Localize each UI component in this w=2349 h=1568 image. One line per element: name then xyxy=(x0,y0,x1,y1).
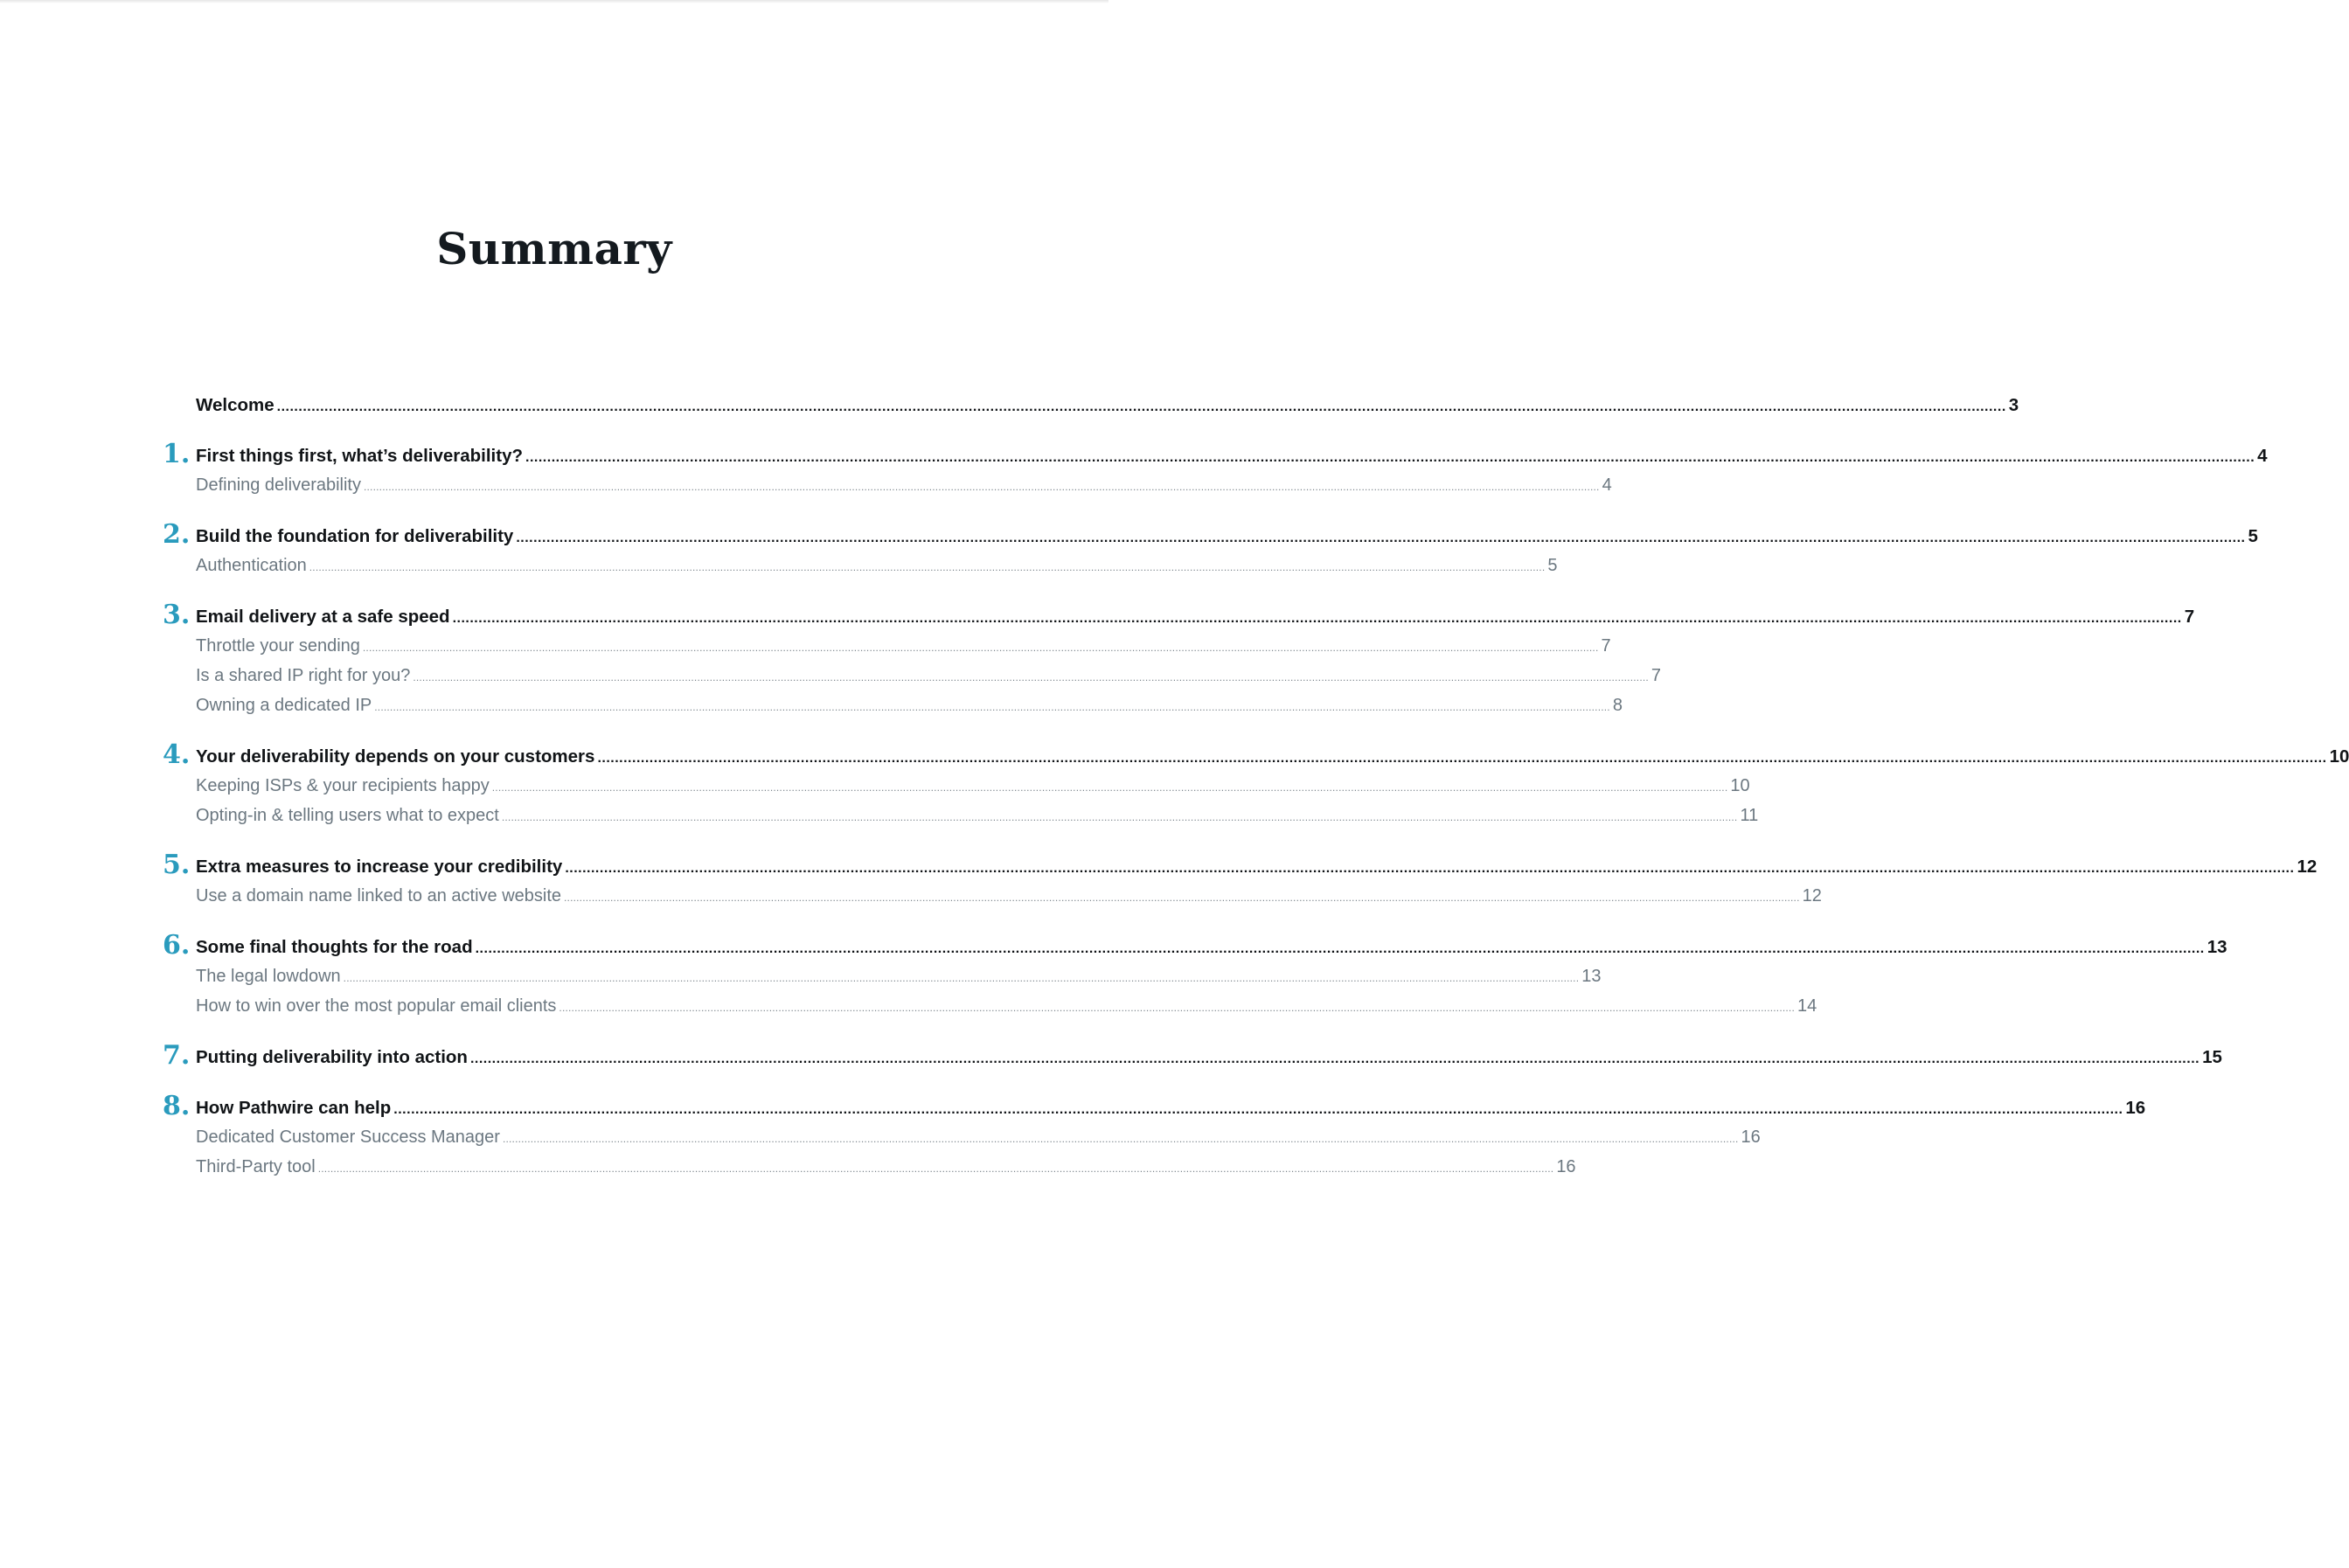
toc-subentry-label: Throttle your sending xyxy=(196,636,360,656)
dot-leader: ................................................................................................................................................................................................................................................................................................................................................................................................................ xyxy=(413,671,1649,683)
toc-subentry-page-number: 7 xyxy=(1601,636,1611,656)
dot-leader: ................................................................................................................................................................................................................................................................................................................................................................................................................ xyxy=(502,1133,1739,1145)
page-title: Summary xyxy=(436,223,672,274)
dot-leader: ................................................................................................................................................................................................................................................................................................................................................................................................................ xyxy=(491,781,1728,794)
toc-entry-label: Extra measures to increase your credibility xyxy=(196,857,563,877)
toc-entry-label: Build the foundation for deliverability xyxy=(196,526,514,546)
dot-leader: ................................................................................................................................................................................................................................................................................................................................................................................................................ xyxy=(475,941,2205,956)
section-number: 2. xyxy=(163,519,191,550)
toc-section xyxy=(163,439,2268,505)
toc-entry[interactable] xyxy=(163,930,2227,967)
toc-subentry[interactable] xyxy=(163,696,1623,725)
toc-subentry[interactable] xyxy=(163,556,1558,586)
toc-entry[interactable] xyxy=(163,395,2019,425)
toc-section xyxy=(163,739,2349,836)
dot-leader: ................................................................................................................................................................................................................................................................................................................................................................................................................ xyxy=(565,861,2295,876)
toc-entry-label: First things first, what’s deliverability? xyxy=(196,446,524,466)
toc-entry[interactable] xyxy=(163,1040,2222,1077)
section-number: 6. xyxy=(163,930,191,961)
section-number: 1. xyxy=(163,439,191,469)
toc-entry[interactable] xyxy=(163,439,2268,475)
section-number: 4. xyxy=(163,739,191,770)
toc-subentry[interactable] xyxy=(163,967,1602,996)
toc-entry-page-number: 12 xyxy=(2297,857,2318,877)
dot-leader: ................................................................................................................................................................................................................................................................................................................................................................................................................ xyxy=(276,399,2006,414)
toc-subentry-label: Third-Party tool xyxy=(196,1157,316,1176)
toc-entry-label: Welcome xyxy=(196,395,275,415)
dot-leader: ................................................................................................................................................................................................................................................................................................................................................................................................................ xyxy=(564,892,1800,904)
page-top-edge xyxy=(0,0,1108,3)
toc-section xyxy=(163,930,2227,1026)
dot-leader: ................................................................................................................................................................................................................................................................................................................................................................................................................ xyxy=(363,481,1600,493)
dot-leader: ................................................................................................................................................................................................................................................................................................................................................................................................................ xyxy=(452,611,2182,626)
toc-subentry-page-number: 16 xyxy=(1556,1157,1576,1176)
toc-entry-page-number: 7 xyxy=(2184,607,2195,627)
toc-subentry-label: Is a shared IP right for you? xyxy=(196,666,411,685)
toc-entry[interactable] xyxy=(163,519,2258,556)
toc-entry-label: How Pathwire can help xyxy=(196,1098,392,1118)
toc-subentry-label: The legal lowdown xyxy=(196,967,341,986)
toc-subentry[interactable] xyxy=(163,666,1662,696)
toc-entry[interactable] xyxy=(163,850,2318,886)
toc-subentry[interactable] xyxy=(163,886,1822,916)
toc-subentry-label: How to win over the most popular email clients xyxy=(196,996,557,1016)
toc-section xyxy=(163,395,2019,425)
toc-subentry-page-number: 4 xyxy=(1602,475,1612,495)
toc-subentry-label: Dedicated Customer Success Manager xyxy=(196,1127,500,1147)
toc-entry-label: Putting deliverability into action xyxy=(196,1047,468,1067)
dot-leader: ................................................................................................................................................................................................................................................................................................................................................................................................................ xyxy=(374,701,1610,713)
toc-subentry-page-number: 13 xyxy=(1581,967,1602,986)
toc-entry-page-number: 13 xyxy=(2207,937,2227,957)
toc-entry-page-number: 4 xyxy=(2257,446,2268,466)
section-number: 5. xyxy=(163,850,191,880)
toc-section xyxy=(163,850,2318,916)
dot-leader: ................................................................................................................................................................................................................................................................................................................................................................................................................ xyxy=(317,1162,1554,1175)
dot-leader: ................................................................................................................................................................................................................................................................................................................................................................................................................ xyxy=(393,1102,2123,1117)
toc-subentry[interactable] xyxy=(163,1127,1761,1157)
dot-leader: ................................................................................................................................................................................................................................................................................................................................................................................................................ xyxy=(309,561,1546,573)
toc-subentry-page-number: 11 xyxy=(1740,806,1759,825)
toc-subentry-page-number: 7 xyxy=(1651,666,1662,685)
toc-subentry-page-number: 10 xyxy=(1730,776,1750,795)
dot-leader: ................................................................................................................................................................................................................................................................................................................................................................................................................ xyxy=(501,811,1738,823)
toc-subentry[interactable] xyxy=(163,475,1612,505)
toc-subentry[interactable] xyxy=(163,636,1611,666)
toc-subentry-label: Keeping ISPs & your recipients happy xyxy=(196,776,490,795)
dot-leader: ................................................................................................................................................................................................................................................................................................................................................................................................................ xyxy=(516,531,2246,545)
toc-subentry[interactable] xyxy=(163,806,1759,836)
toc-entry[interactable] xyxy=(163,600,2195,636)
toc-section xyxy=(163,1040,2222,1077)
section-number: 8. xyxy=(163,1091,191,1121)
dot-leader: ................................................................................................................................................................................................................................................................................................................................................................................................................ xyxy=(597,751,2327,766)
table-of-contents xyxy=(163,395,2349,1208)
dot-leader: ................................................................................................................................................................................................................................................................................................................................................................................................................ xyxy=(343,972,1580,984)
dot-leader: ................................................................................................................................................................................................................................................................................................................................................................................................................ xyxy=(469,1051,2200,1066)
toc-entry-page-number: 10 xyxy=(2329,746,2349,767)
toc-subentry[interactable] xyxy=(163,996,1817,1026)
toc-entry-page-number: 16 xyxy=(2125,1098,2146,1118)
toc-subentry-page-number: 14 xyxy=(1797,996,1817,1016)
toc-subentry-label: Defining deliverability xyxy=(196,475,361,495)
toc-entry-label: Some final thoughts for the road xyxy=(196,937,473,957)
toc-subentry[interactable] xyxy=(163,776,1750,806)
toc-subentry-label: Owning a dedicated IP xyxy=(196,696,372,715)
toc-subentry-label: Authentication xyxy=(196,556,307,575)
dot-leader: ................................................................................................................................................................................................................................................................................................................................................................................................................ xyxy=(525,450,2255,465)
toc-subentry-page-number: 16 xyxy=(1741,1127,1761,1147)
toc-subentry-page-number: 12 xyxy=(1802,886,1822,905)
toc-subentry-page-number: 5 xyxy=(1547,556,1558,575)
toc-entry[interactable] xyxy=(163,1091,2146,1127)
toc-entry-page-number: 15 xyxy=(2202,1047,2222,1067)
toc-subentry-label: Use a domain name linked to an active website xyxy=(196,886,562,905)
toc-entry-page-number: 3 xyxy=(2008,395,2019,415)
toc-entry-label: Your deliverability depends on your customers xyxy=(196,746,595,767)
section-number: 7. xyxy=(163,1040,191,1071)
toc-section xyxy=(163,1091,2146,1187)
dot-leader: ................................................................................................................................................................................................................................................................................................................................................................................................................ xyxy=(362,642,1599,654)
toc-subentry-page-number: 8 xyxy=(1612,696,1623,715)
section-number: 3. xyxy=(163,600,191,630)
toc-entry-label: Email delivery at a safe speed xyxy=(196,607,450,627)
dot-leader: ................................................................................................................................................................................................................................................................................................................................................................................................................ xyxy=(559,1002,1795,1014)
toc-subentry[interactable] xyxy=(163,1157,1576,1187)
toc-subentry-label: Opting-in & telling users what to expect xyxy=(196,806,499,825)
toc-section xyxy=(163,600,2195,725)
toc-section xyxy=(163,519,2258,586)
toc-entry[interactable] xyxy=(163,739,2349,776)
toc-entry-page-number: 5 xyxy=(2248,526,2258,546)
